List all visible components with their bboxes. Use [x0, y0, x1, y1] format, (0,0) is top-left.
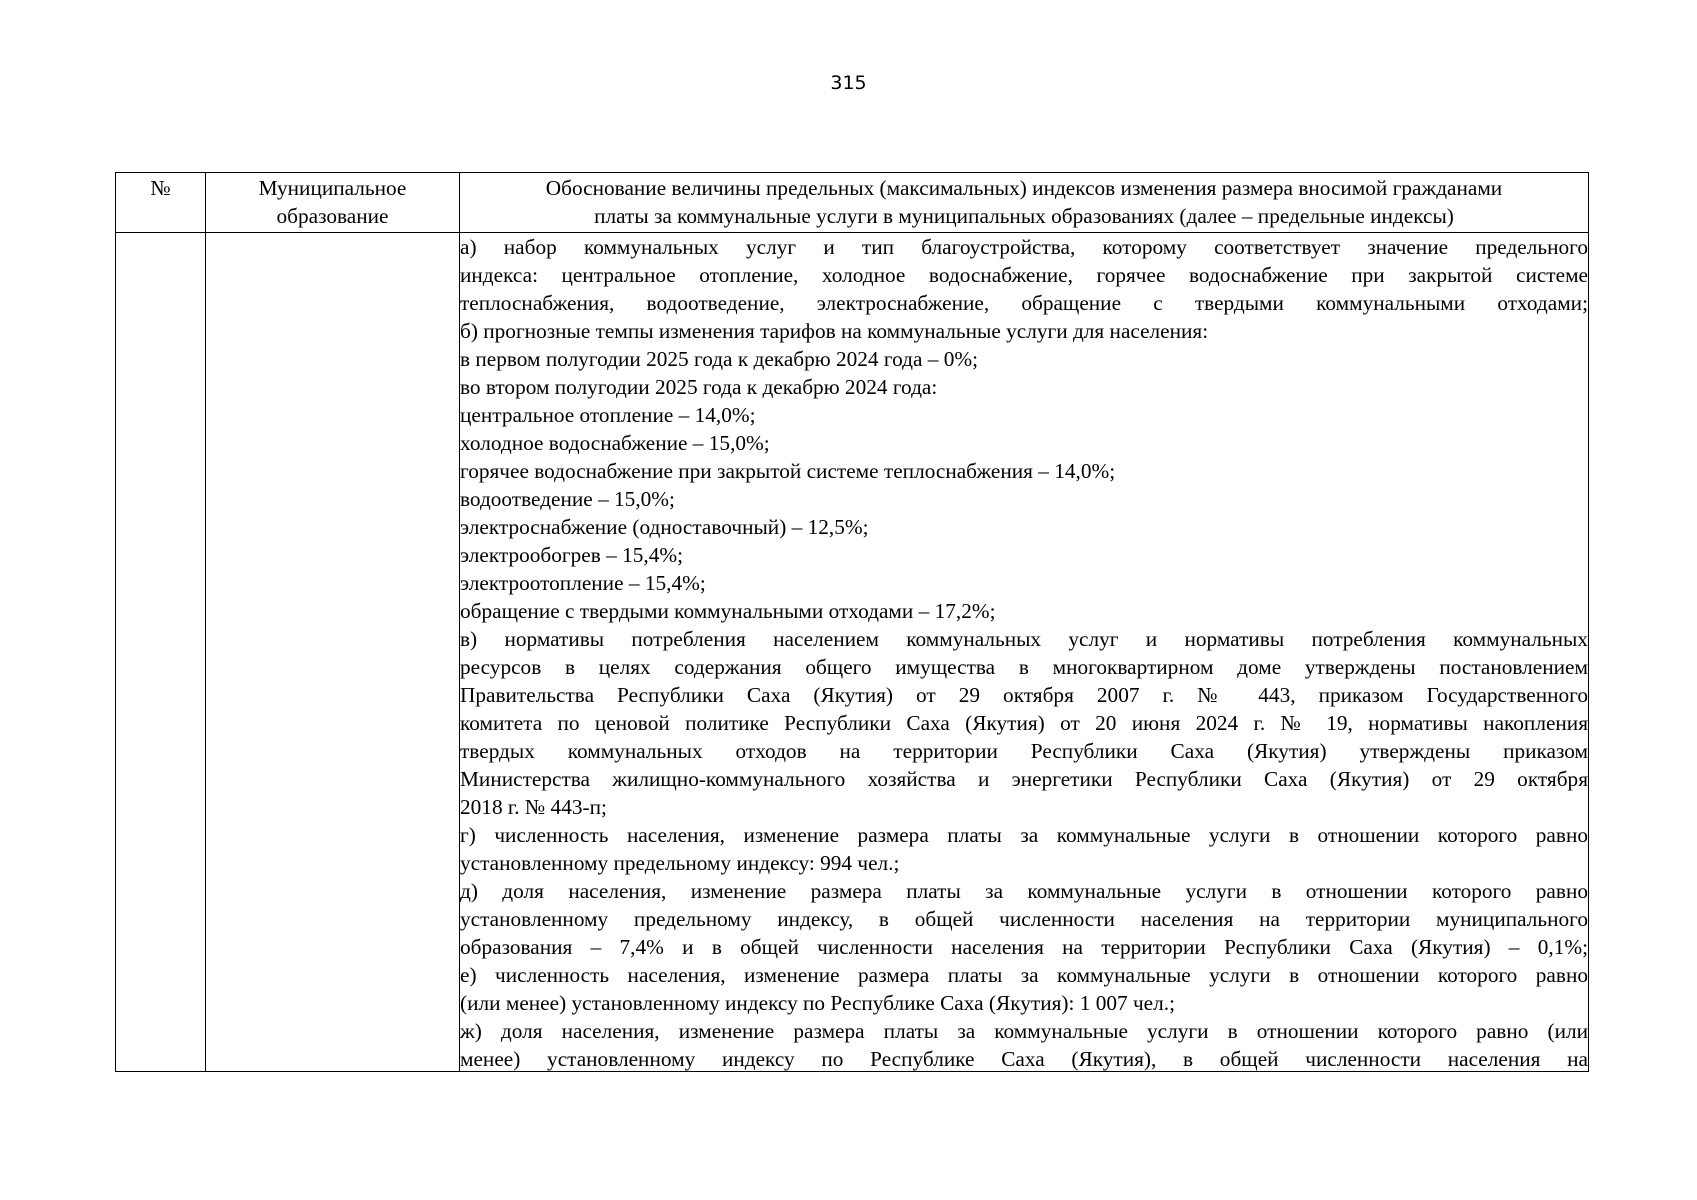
table-row — [116, 233, 1589, 1072]
justification-line: 2018 г. № 443-п; — [460, 795, 607, 819]
justification-line: теплоснабжения, водоотведение, электроснабжение, обращение с твердыми коммунальными отходами; — [460, 291, 1588, 315]
header-municipality-line-2: образование — [276, 204, 389, 228]
justification-line: Министерства жилищно-коммунального хозяйства и энергетики Республики Саха (Якутия) от 29 октября — [460, 767, 1588, 791]
justification-line: менее) установленному индексу по Республике Саха (Якутия), в общей численности населения на — [460, 1047, 1588, 1071]
justification-line: образования – 7,4% и в общей численности населения на территории Республики Саха (Якутия) – 0,1%; — [460, 935, 1588, 959]
justification-line: твердых коммунальных отходов на территории Республики Саха (Якутия) утверждены приказом — [460, 739, 1588, 763]
justification-line: в первом полугодии 2025 года к декабрю 2024 года – 0%; — [460, 347, 979, 371]
justification-line: электроотопление – 15,4%; — [460, 571, 706, 595]
header-municipality — [206, 173, 460, 233]
justification-text — [460, 233, 1588, 1071]
justification-line: г) численность населения, изменение размера платы за коммунальные услуги в отношении которого равно — [460, 823, 1588, 847]
header-justification-line-1: Обоснование величины предельных (максимальных) индексов изменения размера вносимой гражданами — [545, 176, 1503, 200]
justification-line: обращение с твердыми коммунальными отходами – 17,2%; — [460, 599, 996, 623]
header-municipality-line-1: Муниципальное — [258, 176, 407, 200]
justification-line: электроснабжение (одноставочный) – 12,5%; — [460, 515, 869, 539]
page-number: 315 — [830, 72, 867, 94]
justification-line: горячее водоснабжение при закрытой системе теплоснабжения – 14,0%; — [460, 459, 1116, 483]
justification-line: ж) доля населения, изменение размера платы за коммунальные услуги в отношении которого равно (или — [460, 1019, 1588, 1043]
justification-line: центральное отопление – 14,0%; — [460, 403, 756, 427]
justification-line: (или менее) установленному индексу по Республике Саха (Якутия): 1 007 чел.; — [460, 991, 1175, 1015]
justification-line: комитета по ценовой политике Республики Саха (Якутия) от 20 июня 2024 г. № 19, нормативы накопления — [460, 711, 1588, 735]
header-justification-line-2: платы за коммунальные услуги в муниципальных образованиях (далее – предельные индексы) — [594, 204, 1454, 228]
justification-line: установленному предельному индексу: 994 чел.; — [460, 851, 900, 875]
row-justification-cell — [460, 233, 1589, 1072]
justification-line: Правительства Республики Саха (Якутия) от 29 октября 2007 г. № 443, приказом Государственного — [460, 683, 1588, 707]
justification-line: б) прогнозные темпы изменения тарифов на коммунальные услуги для населения: — [460, 319, 1209, 343]
justification-line: электрообогрев – 15,4%; — [460, 543, 684, 567]
tariff-index-table — [115, 172, 1589, 1072]
header-number-label: № — [150, 176, 171, 200]
justification-line: водоотведение – 15,0%; — [460, 487, 675, 511]
row-municipality-cell — [206, 233, 460, 1072]
justification-line: установленному предельному индексу, в общей численности населения на территории муниципального — [460, 907, 1588, 931]
header-justification — [460, 173, 1589, 233]
justification-line: е) численность населения, изменение размера платы за коммунальные услуги в отношении которого равно — [460, 963, 1588, 987]
header-number — [116, 173, 206, 233]
justification-line: во втором полугодии 2025 года к декабрю 2024 года: — [460, 375, 938, 399]
justification-line: д) доля населения, изменение размера платы за коммунальные услуги в отношении которого равно — [460, 879, 1588, 903]
table-header-row — [116, 173, 1589, 233]
row-number-cell — [116, 233, 206, 1072]
justification-line: ресурсов в целях содержания общего имущества в многоквартирном доме утверждены постановлением — [460, 655, 1588, 679]
justification-line: холодное водоснабжение – 15,0%; — [460, 431, 770, 455]
justification-line: индекса: центральное отопление, холодное водоснабжение, горячее водоснабжение при закрытой системе — [460, 263, 1588, 287]
justification-line: а) набор коммунальных услуг и тип благоустройства, которому соответствует значение предельного — [460, 235, 1588, 259]
justification-line: в) нормативы потребления населением коммунальных услуг и нормативы потребления коммунальных — [460, 627, 1588, 651]
